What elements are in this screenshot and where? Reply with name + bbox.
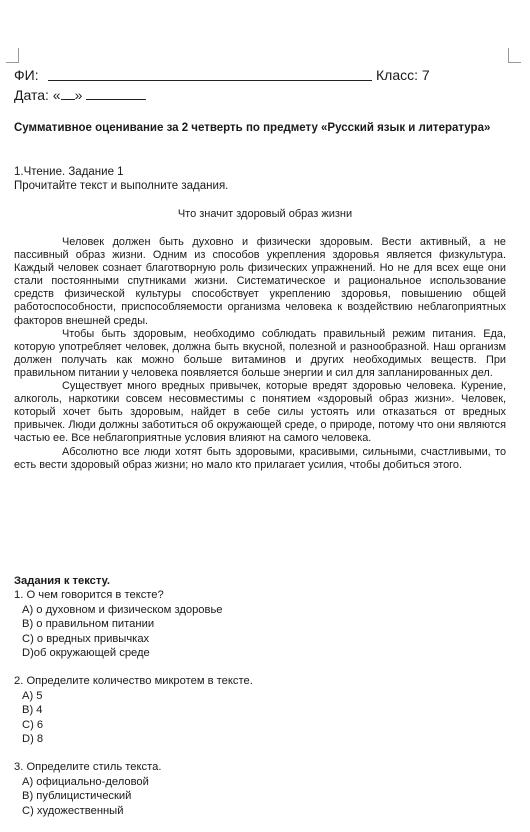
answer-option: С) о вредных привычках <box>22 632 150 645</box>
answer-option: В) 4 <box>22 704 43 717</box>
answer-option: С) 6 <box>22 718 44 731</box>
page-corner-mark-left <box>6 48 19 63</box>
answer-option: А) о духовном и физическом здоровье <box>22 603 223 616</box>
class-label: Класс: 7 <box>376 67 430 83</box>
section-heading: 1.Чтение. Задание 1 <box>14 166 124 178</box>
question-text: 3. Определите стиль текста. <box>14 761 162 774</box>
answer-option: D)об окружающей среде <box>22 647 150 660</box>
paragraph: Человек должен быть духовно и физически здоровым. Вести активный, а не пассивный образ жизни. Одним из способов укрепления здоровья является физкультура. Каждый человек сознает благотворную роль физических упражнений. Но не для всех еще они стали постоянными спутниками жизни. Систематическое и рациональное использование средств физической культуры способствует укреплению здоровья, повышению общей работоспособности, приспособляемости организма человека к воздействию неблагоприятных факторов внешней среды. <box>14 236 506 327</box>
document-title: Суммативное оценивание за 2 четверть по предмету «Русский язык и литература» <box>14 122 491 134</box>
answer-option: С) художественный <box>22 804 124 817</box>
answer-option: В) о правильном питании <box>22 618 155 631</box>
name-blank-line <box>48 80 372 81</box>
paragraph: Абсолютно все люди хотят быть здоровыми, красивыми, сильными, счастливыми, то есть вести здоровый образ жизни; но мало кто прилагает усилия, чтобы добиться этого. <box>14 445 506 471</box>
paragraph: Чтобы быть здоровым, необходимо соблюдать правильный режим питания. Еда, которую употребляет человек, должна быть вкусной, полезной и разнообразной. Наш организм должен получать как можно больше витаминов и других необходимых веществ. При правильном питании у человека появляется больше энергии и сил для запланированных дел. <box>14 327 506 379</box>
section-instruction: Прочитайте текст и выполните задания. <box>14 180 229 192</box>
date-mid-quote: » <box>74 87 83 103</box>
date-label: Дата: « <box>14 87 61 103</box>
question-text: 1. О чем говорится в тексте? <box>14 589 164 602</box>
reading-text <box>14 236 506 472</box>
paragraph: Существует много вредных привычек, которые вредят здоровью человека. Курение, алкоголь, наркотики совсем несовместимы с понятием «здоровый образ жизни». Человек, который хочет быть здоровым, найдет в себе силы устоять или отказаться от вредных привычек. Люди должны заботиться об окружающей среде, о природе, потому что они являются частью ее. Все неблагоприятные условия влияют на самого человека. <box>14 380 506 445</box>
date-day-blank <box>61 99 75 100</box>
question-block <box>14 760 514 818</box>
tasks-heading: Задания к тексту. <box>14 575 111 587</box>
answer-option: А) 5 <box>22 689 43 702</box>
answer-option: В) публицистический <box>22 790 132 803</box>
name-label: ФИ: <box>14 67 39 83</box>
date-month-blank <box>86 99 146 100</box>
answer-option: D) 8 <box>22 733 44 746</box>
page-corner-mark-right <box>508 48 521 63</box>
question-block <box>14 588 514 660</box>
date-row <box>14 87 146 103</box>
tasks-section <box>14 574 514 832</box>
question-text: 2. Определите количество микротем в тексте. <box>14 675 253 688</box>
question-block <box>14 674 514 746</box>
text-title: Что значит здоровый образ жизни <box>177 208 353 220</box>
answer-option: А) официально-деловой <box>22 775 149 788</box>
